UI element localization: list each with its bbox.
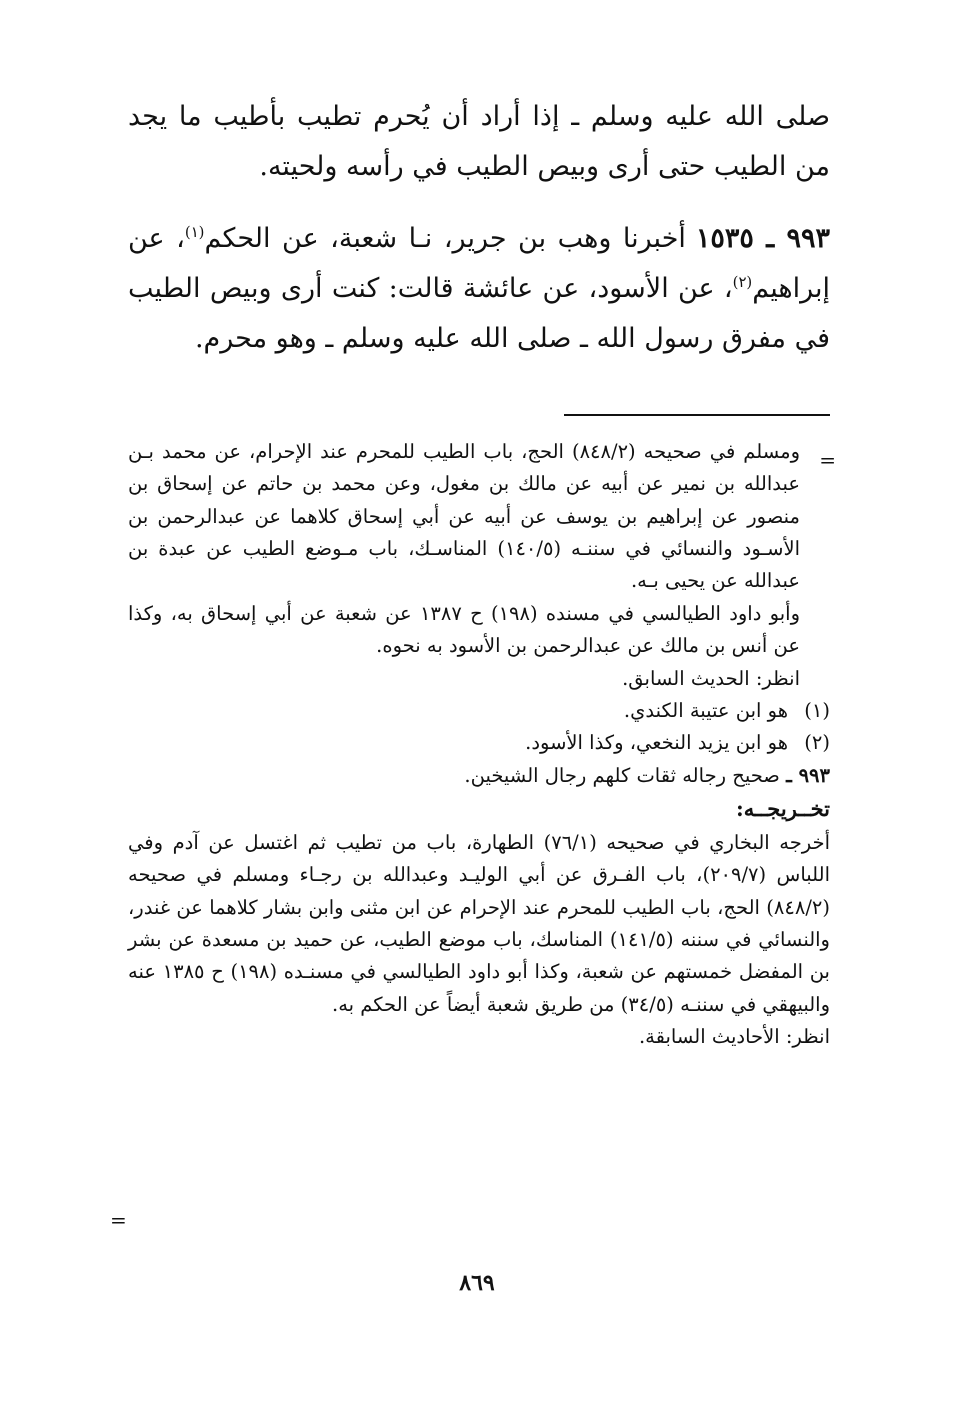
takhrij-heading-text: تخــريجــه: [735,795,830,821]
page-number: ٨٦٩ [459,1270,495,1296]
note-paragraph-3: انظر: الحديث السابق. [622,666,800,690]
hadith-entry [128,214,830,364]
continuation-mark: = [819,448,836,472]
main-continuation: صلى الله عليه وسلم ـ إذا أراد أن يُحرم تطيب بأطيب ما يجد من الطيب حتى أرى وبيص الطيب في رأسه ولحيته. [128,101,830,182]
footnote-1 [128,695,830,727]
footnote-ref-2: (٢) [732,272,753,291]
footnote-2 [128,727,830,759]
hadith-number: ٩٩٣ ـ ١٥٣٥ [695,222,830,254]
hadith-text-b: ، عن إبراهيم [128,222,830,304]
footnote-2-number: (٢) [804,731,830,755]
footnote-divider [564,414,830,416]
grading-number: ٩٩٣ ـ [786,763,830,787]
grading-text: صحيح رجاله ثقات كلهم رجال الشيخين. [464,763,780,787]
takhrij-text: أخرجه البخاري في صحيحه (٧٦/١) الطهارة، باب من تطيب ثم اغتسل عن آدم وفي اللباس (٢٠٩/٧)، باب الفـرق عن أبي الوليـد وعبدالله بن رجـاء ومسلم في صحيحه (٨٤٨/٢) الحج، باب الطيب للمحرم عند الإحرام عن ابن مثنى وابن بشار كلاهما عن غندر، والنسائي في سننه (١٤١/٥) المناسك، باب موضع الطيب، عن حميد بن مسعدة عن بشر بن المفضل خمستهم عن شعبة، وكذا أبو داود الطيالسي في مسنـده (١٩٨) ح ١٣٨٥ عنه والبيهقي في سننـه (٣٤/٥) من طريق شعبة أيضاً عن الحكم به. [128,830,830,1016]
footnotes [128,436,830,1053]
footnote-1-text: هو ابن عتيبة الكندي. [623,698,788,722]
note-paragraph-2: وأبو داود الطيالسي في مسنده (١٩٨) ح ١٣٨٧ عن شعبة عن أبي إسحاق به، وكذا عن أنس بن مالك عن عبدالرحمن بن الأسود به نحوه. [128,601,800,658]
takhrij-see: انظر: الأحاديث السابقة. [638,1024,830,1048]
note-paragraph-1: ومسلم في صحيحه (٨٤٨/٢) الحج، باب الطيب للمحرم عند الإحرام، عن محمد بـن عبدالله بن نمير عن أبيه عن مالك بن مغول، وعن محمد بن حاتم عن إسحاق بن منصور عن إبراهيم بن يوسف عن أبيه عن أبي إسحاق كلاهما عن عبدالرحمن بن الأسـود والنسائي في سننـه (١٤٠/٥) المناسـك، باب مـوضع الطيب عن عبدة بن عبدالله عن يحيى بـه. [128,440,801,593]
hadith-text-c: ، عن الأسود، عن عائشة قالت: كنت أرى وبيص الطيب في مفرق رسول الله ـ صلى الله عليه وسلم ـ وهو محرم. [128,272,830,354]
grading-note [128,760,830,792]
footnote-2-text: هو ابن يزيد النخعي، وكذا الأسود. [525,731,788,755]
hadith-text-a: أخبرنا وهب بن جرير، نـا شعبة، عن الحكم [204,222,686,254]
footnote-ref-1: (١) [184,222,205,241]
footnote-1-number: (١) [804,698,830,722]
main-text [128,92,830,364]
bottom-continuation-mark: = [110,1208,127,1232]
takhrij-heading [128,792,830,827]
